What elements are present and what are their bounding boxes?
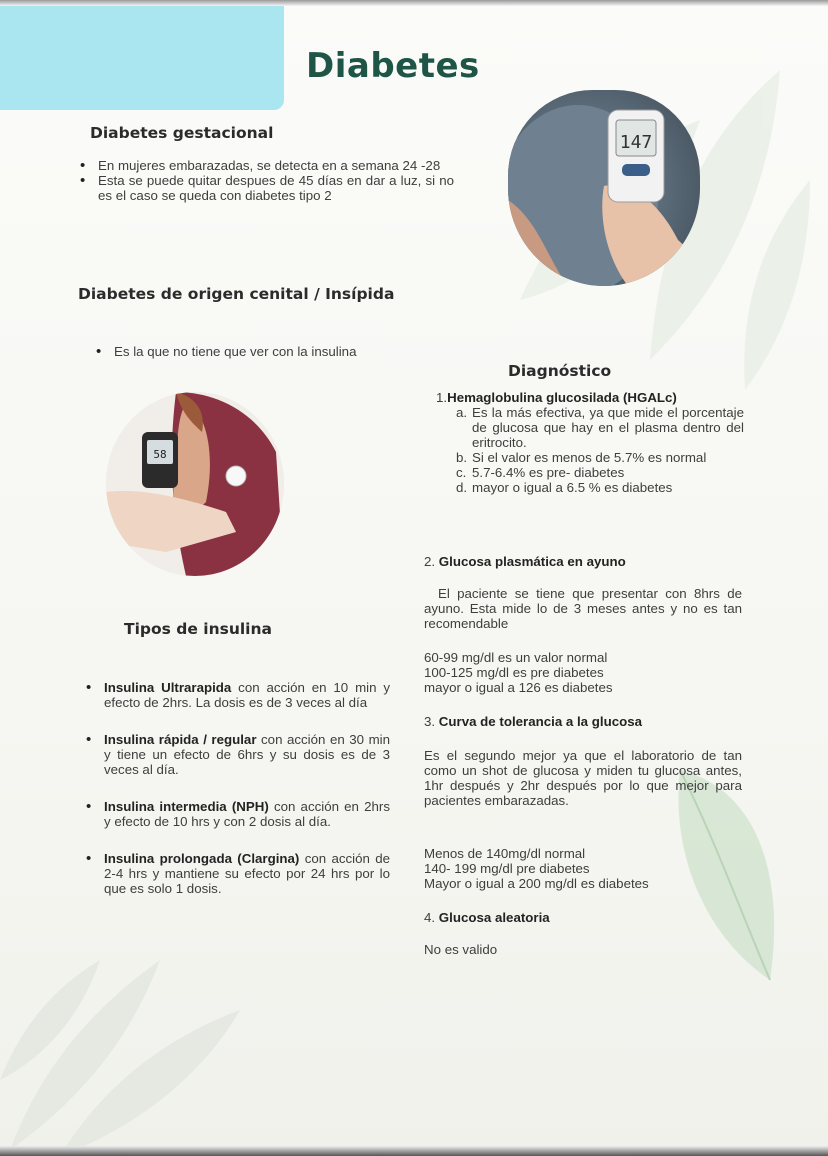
list-item-insulina-prolongada xyxy=(84,851,390,896)
list-item xyxy=(456,450,744,465)
heading-tipos-insulina: Tipos de insulina xyxy=(124,620,272,638)
value-line: mayor o igual a 126 es diabetes xyxy=(424,680,613,695)
heading-insipida: Diabetes de origen cenital / Insípida xyxy=(78,285,395,303)
diag-section-1-list xyxy=(456,405,744,495)
diag-section-3-values xyxy=(424,846,742,891)
list-text: Si el valor es menos de 5.7% es normal xyxy=(472,450,707,465)
value-line: 60-99 mg/dl es un valor normal xyxy=(424,650,608,665)
bottom-edge xyxy=(0,1146,828,1156)
section-number: 2. xyxy=(424,554,436,569)
title-tab-decoration xyxy=(0,6,284,110)
meter-reading-1: 147 xyxy=(619,132,653,153)
list-item xyxy=(456,480,744,495)
list-tipos-insulina xyxy=(84,680,390,896)
section-title: Hemaglobulina glucosilada (HGALc) xyxy=(447,390,677,405)
diag-section-1-title xyxy=(436,390,677,405)
insulina-name: Insulina Ultrarapida xyxy=(104,680,232,695)
list-item: • En mujeres embarazadas, se detecta en a semana 24 -28 xyxy=(78,158,454,173)
section-title: Glucosa plasmática en ayuno xyxy=(438,554,626,569)
insulina-name: Insulina rápida / regular xyxy=(104,732,257,747)
insulina-desc: con acción en 30 min y tiene un efecto de 6hrs y su dosis es de 3 veces al día. xyxy=(104,732,391,777)
value-line: Menos de 140mg/dl normal xyxy=(424,846,586,861)
list-gestacional xyxy=(78,158,454,203)
heading-diagnostico: Diagnóstico xyxy=(508,362,612,380)
insulina-desc: con acción de 2-4 hrs y mantiene su efecto por 24 hrs por lo que es solo 1 dosis. xyxy=(104,851,391,896)
value-line: 100-125 mg/dl es pre diabetes xyxy=(424,665,604,680)
insulina-desc: con acción en 2hrs y efecto de 10 hrs y con 2 dosis al día. xyxy=(104,799,390,829)
list-text: 5.7-6.4% es pre- diabetes xyxy=(472,465,625,480)
heading-gestacional: Diabetes gestacional xyxy=(90,124,274,142)
list-item: • Esta se puede quitar despues de 45 días en dar a luz, si no es el caso se queda con diabetes tipo 2 xyxy=(78,173,454,203)
list-insipida xyxy=(94,344,400,359)
photo-arm-glucose-sensor xyxy=(106,392,284,576)
diag-section-4-paragraph: No es valido xyxy=(424,942,498,957)
value-line: Mayor o igual a 200 mg/dl es diabetes xyxy=(424,876,649,891)
diag-section-2-paragraph: El paciente se tiene que presentar con 8hrs de ayuno. Esta mide lo de 3 meses antes y no es tan recomendable xyxy=(424,586,742,631)
section-number: 4. xyxy=(424,910,436,925)
diag-section-3-title xyxy=(424,714,642,729)
page-title: Diabetes xyxy=(306,46,480,86)
insulina-name: Insulina prolongada (Clargina) xyxy=(104,851,300,866)
list-text: Es la más efectiva, ya que mide el porcentaje de glucosa que hay en el plasma dentro del eritrocito. xyxy=(472,405,744,450)
section-number: 1. xyxy=(436,390,448,405)
list-item xyxy=(456,465,744,480)
value-line: 140- 199 mg/dl pre diabetes xyxy=(424,861,590,876)
section-number: 3. xyxy=(424,714,436,729)
diag-section-3-paragraph: Es el segundo mejor ya que el laboratorio de tan como un shot de glucosa y miden tu glucosa antes, 1hr después y 2hr después por lo que mejor para pacientes embarazadas. xyxy=(424,748,742,808)
list-marker: a. xyxy=(456,405,468,420)
list-item: • Es la que no tiene que ver con la insulina xyxy=(94,344,400,359)
photo-pregnant-glucometer xyxy=(508,90,700,286)
list-item xyxy=(456,405,744,450)
list-marker: c. xyxy=(456,465,467,480)
insulina-name: Insulina intermedia (NPH) xyxy=(104,799,269,814)
list-text: mayor o igual a 6.5 % es diabetes xyxy=(472,480,673,495)
list-marker: d. xyxy=(456,480,468,495)
diag-section-2-values xyxy=(424,650,742,695)
diag-section-4-title xyxy=(424,910,550,925)
list-marker: b. xyxy=(456,450,468,465)
list-item-insulina-intermedia xyxy=(84,799,390,829)
diag-section-2-title xyxy=(424,554,626,569)
meter-reading-2: 58 xyxy=(153,448,167,461)
list-item-insulina-ultrarapida xyxy=(84,680,390,710)
list-item-insulina-rapida xyxy=(84,732,390,777)
insulina-desc: con acción en 10 min y efecto de 2hrs. La dosis es de 3 veces al día xyxy=(104,680,390,710)
leaf-decoration-bottom-icon xyxy=(0,920,360,1156)
section-title: Glucosa aleatoria xyxy=(438,910,550,925)
section-title: Curva de tolerancia a la glucosa xyxy=(438,714,643,729)
